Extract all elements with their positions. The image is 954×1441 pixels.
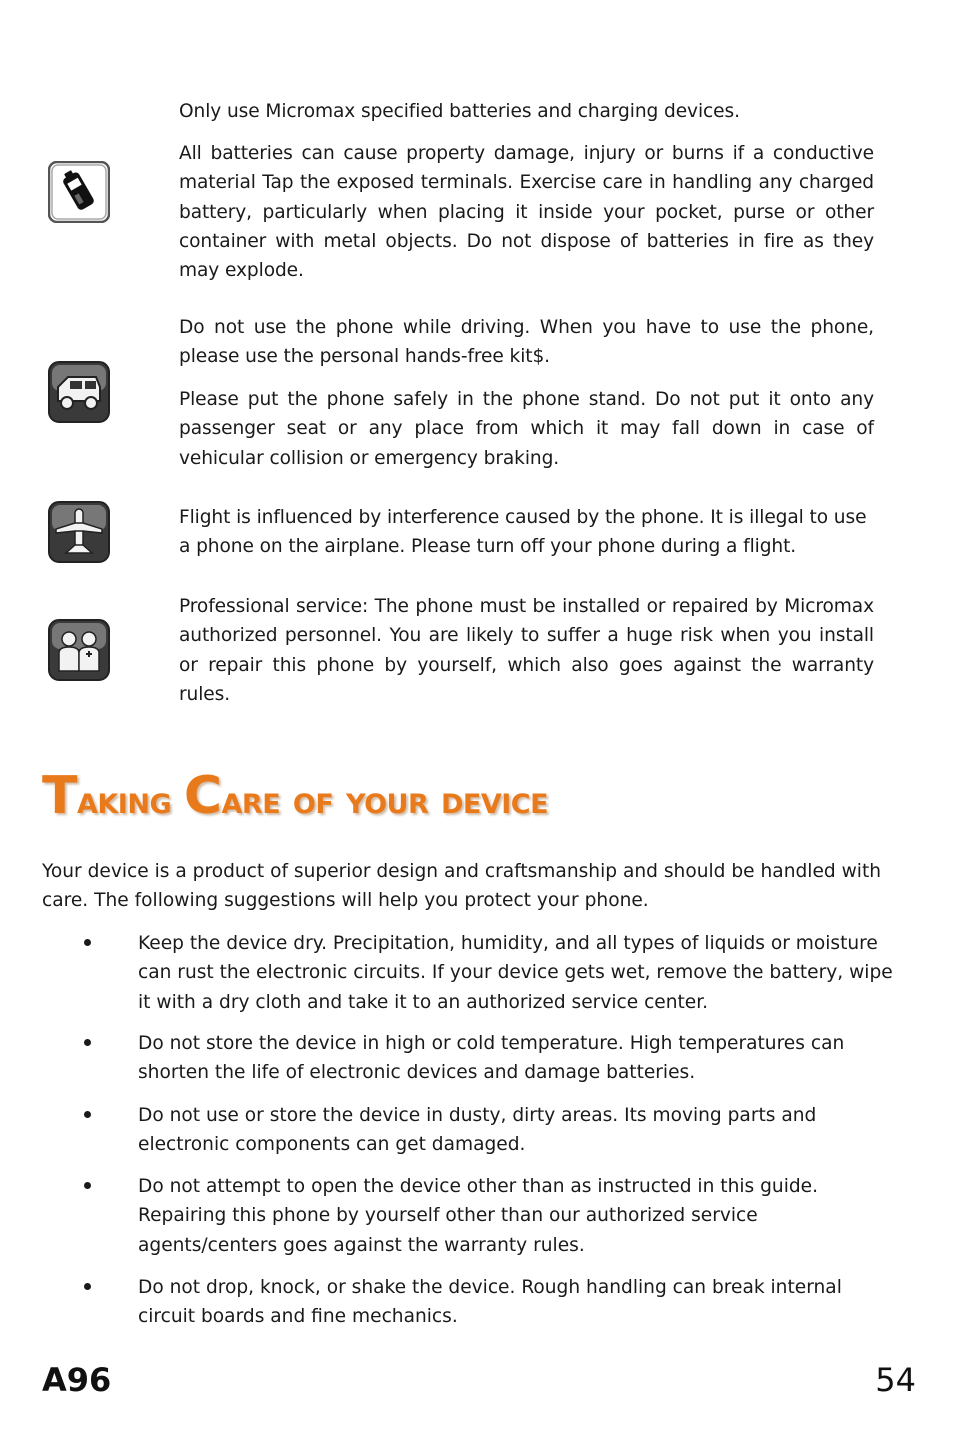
driving-text-2: Please put the phone safely in the phone stand. Do not put it onto any passenger seat or any place from which it may fall down in case of vehicular collision or emergency braking. bbox=[179, 389, 874, 469]
bullet-icon bbox=[84, 1111, 91, 1118]
bullet-icon bbox=[84, 1039, 91, 1046]
section-heading bbox=[42, 764, 548, 832]
service-text: Professional service: The phone must be installed or repaired by Micromax authorized personnel. You are likely to suffer a huge risk when you install or repair this phone by yourself, which also goes against the warranty rules. bbox=[179, 596, 874, 705]
footer-model-name: A96 bbox=[42, 1361, 112, 1399]
heading-part-2: are of your device bbox=[221, 778, 549, 822]
heading-part-1: aking bbox=[76, 778, 184, 822]
list-item-text: Do not use or store the device in dusty, dirty areas. Its moving parts and electronic components can get damaged. bbox=[138, 1105, 817, 1156]
list-item-text: Do not store the device in high or cold temperature. High temperatures can shorten the life of electronic devices and damage batteries. bbox=[138, 1033, 845, 1084]
airplane-icon bbox=[48, 501, 110, 563]
heading-cap-1: T bbox=[42, 766, 77, 826]
flight-text: Flight is influenced by interference caused by the phone. It is illegal to use a phone on the airplane. Please turn off your phone during a flight. bbox=[179, 507, 867, 558]
list-item-text: Do not drop, knock, or shake the device. Rough handling can break internal circuit boards and fine mechanics. bbox=[138, 1277, 842, 1328]
bullet-icon bbox=[84, 1283, 91, 1290]
bullet-icon bbox=[84, 1182, 91, 1189]
section-intro: Your device is a product of superior design and craftsmanship and should be handled with care. The following suggestions will help you protect your phone. bbox=[42, 861, 882, 912]
battery-specified-text: Only use Micromax specified batteries and charging devices. bbox=[179, 101, 740, 122]
car-driving-icon bbox=[48, 361, 110, 423]
driving-text-1: Do not use the phone while driving. When you have to use the phone, please use the personal hands-free kit$. bbox=[179, 317, 874, 368]
list-item-text: Keep the device dry. Precipitation, humidity, and all types of liquids or moisture can rust the electronic circuits. If your device gets wet, remove the battery, wipe it with a dry cloth and take it to an authorized service center. bbox=[138, 933, 893, 1013]
battery-warning-icon bbox=[48, 161, 110, 223]
heading-cap-2: C bbox=[183, 766, 222, 826]
service-personnel-icon bbox=[48, 619, 110, 681]
list-item-text: Do not attempt to open the device other than as instructed in this guide. Repairing this phone by yourself other than our authorized service agents/centers goes against the warranty rules. bbox=[138, 1176, 819, 1256]
battery-damage-text: All batteries can cause property damage, injury or burns if a conductive material Tap the exposed terminals. Exercise care in handling any charged battery, particularly when placing it inside your pocket, purse or other container with metal objects. Do not dispose of batteries in fire as they may explode. bbox=[179, 143, 874, 282]
footer-page-number: 54 bbox=[875, 1361, 916, 1399]
bullet-icon bbox=[84, 939, 91, 946]
